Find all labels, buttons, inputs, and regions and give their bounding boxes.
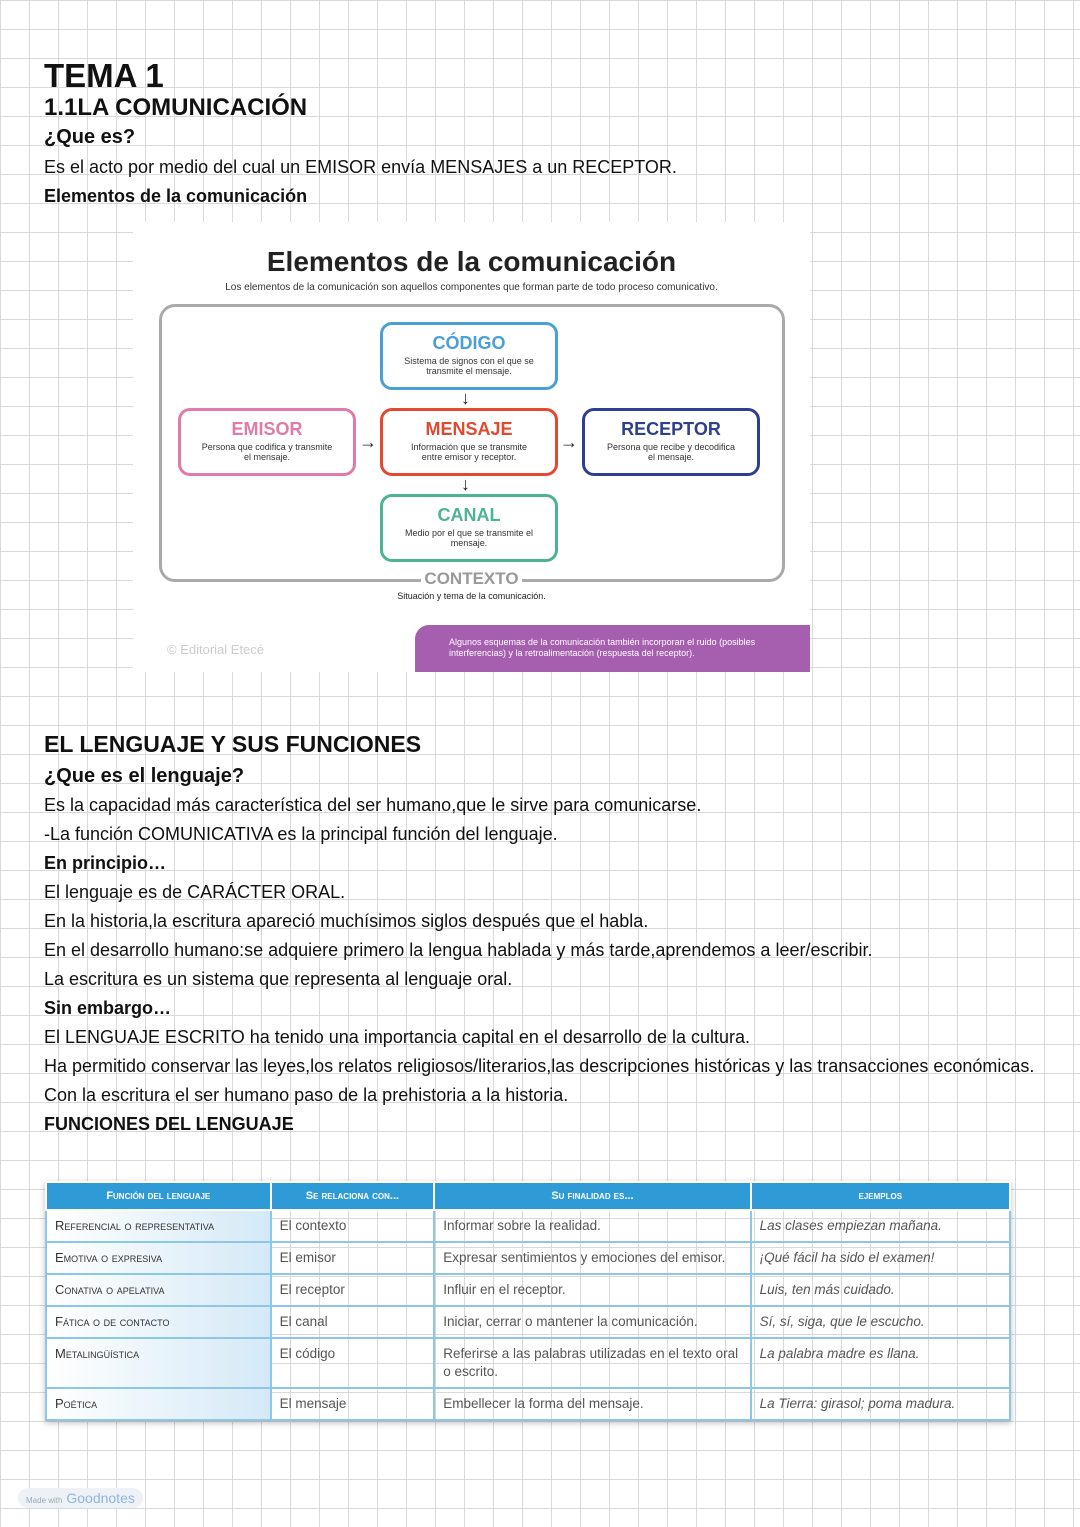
table-cell: Embellecer la forma del mensaje. — [434, 1388, 750, 1420]
body-line: Es la capacidad más característica del ser humano,que le sirve para comunicarse. — [44, 795, 702, 815]
subheading: FUNCIONES DEL LENGUAJE — [44, 1114, 294, 1134]
emisor-desc: Persona que codifica y transmite el mensaje. — [201, 442, 333, 462]
table-header — [46, 1182, 1010, 1210]
table-row — [46, 1388, 1010, 1420]
table-cell: Expresar sentimientos y emociones del emisor. — [434, 1242, 750, 1274]
table-cell: Fática o de contacto — [46, 1306, 271, 1338]
table-cell: El mensaje — [271, 1388, 435, 1420]
subheading: Sin embargo… — [44, 998, 172, 1018]
receptor-desc: Persona que recibe y decodifica el mensaje. — [606, 442, 736, 462]
elements-heading: Elementos de la comunicación — [44, 186, 308, 206]
column-header: ejemplos — [751, 1182, 1010, 1210]
box-mensaje — [380, 408, 558, 476]
column-header: Su finalidad es... — [434, 1182, 750, 1210]
table-cell: La Tierra: girasol; poma madura. — [751, 1388, 1010, 1420]
table-cell: Sí, sí, siga, que le escucho. — [751, 1306, 1010, 1338]
contexto-desc: Situación y tema de la comunicación. — [397, 591, 546, 601]
table-cell: El canal — [271, 1306, 435, 1338]
table-cell: Luis, ten más cuidado. — [751, 1274, 1010, 1306]
arrow-down-icon: ↓ — [461, 388, 470, 408]
body-line: Con la escritura el ser humano paso de la prehistoria a la historia. — [44, 1085, 569, 1105]
diagram-note: Algunos esquemas de la comunicación también incorporan el ruido (posibles interferencias) y la retroalimentación (respuesta del receptor). — [415, 625, 810, 672]
box-receptor — [582, 408, 760, 476]
diagram-title: Elementos de la comunicación — [266, 246, 677, 277]
subheading: ¿Que es el lenguaje? — [44, 765, 245, 787]
table-cell: El código — [271, 1338, 435, 1388]
column-header: Se relaciona con... — [271, 1182, 435, 1210]
codigo-label: CÓDIGO — [432, 333, 506, 353]
table-cell: La palabra madre es llana. — [751, 1338, 1010, 1388]
body-line: El LENGUAJE ESCRITO ha tenido una importancia capital en el desarrollo de la cultura. — [44, 1027, 751, 1047]
definition-text: Es el acto por medio del cual un EMISOR envía MENSAJES a un RECEPTOR. — [44, 157, 677, 177]
table-cell: El receptor — [271, 1274, 435, 1306]
copyright: © Editorial Etecé — [167, 642, 265, 657]
page-title: TEMA 1 — [44, 57, 164, 94]
mensaje-desc: Información que se transmite entre emisor y receptor. — [410, 442, 528, 462]
body-line: -La función COMUNICATIVA es la principal función del lenguaje. — [44, 824, 558, 844]
emisor-label: EMISOR — [231, 419, 303, 439]
contexto-label-wrap — [133, 569, 810, 589]
contexto-label: CONTEXTO — [421, 569, 521, 588]
section-title: 1.1LA COMUNICACIÓN — [44, 94, 308, 121]
table-row — [46, 1242, 1010, 1274]
table-cell: Referencial o representativa — [46, 1210, 271, 1242]
body-line: Ha permitido conservar las leyes,los relatos religiosos/literarios,las descripciones históricas y las transacciones económicas. — [44, 1056, 1035, 1076]
communication-diagram — [133, 222, 810, 672]
table-cell: Iniciar, cerrar o mantener la comunicación. — [434, 1306, 750, 1338]
question-heading: ¿Que es? — [44, 126, 136, 148]
box-canal — [380, 494, 558, 562]
table-cell: Metalingüística — [46, 1338, 271, 1388]
arrow-right-icon: → — [359, 432, 377, 452]
table-row — [46, 1210, 1010, 1242]
table-cell: El emisor — [271, 1242, 435, 1274]
canal-label: CANAL — [437, 505, 501, 525]
table-cell: Poética — [46, 1388, 271, 1420]
body-line: En el desarrollo humano:se adquiere primero la lengua hablada y más tarde,aprendemos a leer/escribir. — [44, 940, 873, 960]
table-row — [46, 1338, 1010, 1388]
brand-label: Goodnotes — [66, 1490, 135, 1506]
language-functions-table — [45, 1181, 1011, 1421]
table-cell: Influir en el receptor. — [434, 1274, 750, 1306]
table-cell: Emotiva o expresiva — [46, 1242, 271, 1274]
table-cell: Conativa o apelativa — [46, 1274, 271, 1306]
table-row — [46, 1306, 1010, 1338]
canal-desc: Medio por el que se transmite el mensaje. — [404, 528, 534, 548]
receptor-label: RECEPTOR — [621, 419, 721, 439]
arrow-right-icon: → — [560, 432, 578, 452]
table-cell: Las clases empiezan mañana. — [751, 1210, 1010, 1242]
column-header: Función del lenguaje — [46, 1182, 271, 1210]
made-with-label: Made with — [26, 1496, 63, 1505]
goodnotes-badge — [18, 1488, 143, 1508]
box-codigo — [380, 322, 558, 390]
mensaje-label: MENSAJE — [425, 419, 513, 439]
box-emisor — [178, 408, 356, 476]
arrow-down-icon: ↓ — [461, 474, 470, 494]
table-cell: Informar sobre la realidad. — [434, 1210, 750, 1242]
table-row — [46, 1274, 1010, 1306]
diagram-subtitle: Los elementos de la comunicación son aquellos componentes que forman parte de todo proceso comunicativo. — [225, 282, 718, 293]
codigo-desc: Sistema de signos con el que se transmite el mensaje. — [404, 356, 534, 376]
body-line: En la historia,la escritura apareció muchísimos siglos después que el habla. — [44, 911, 649, 931]
subheading: En principio… — [44, 853, 167, 873]
body-line: La escritura es un sistema que representa al lenguaje oral. — [44, 969, 513, 989]
table-cell: Referirse a las palabras utilizadas en el texto oral o escrito. — [434, 1338, 750, 1388]
table-cell: El contexto — [271, 1210, 435, 1242]
body-line: El lenguaje es de CARÁCTER ORAL. — [44, 882, 346, 902]
table-cell: ¡Qué fácil ha sido el examen! — [751, 1242, 1010, 1274]
language-section-title: EL LENGUAJE Y SUS FUNCIONES — [44, 731, 422, 757]
